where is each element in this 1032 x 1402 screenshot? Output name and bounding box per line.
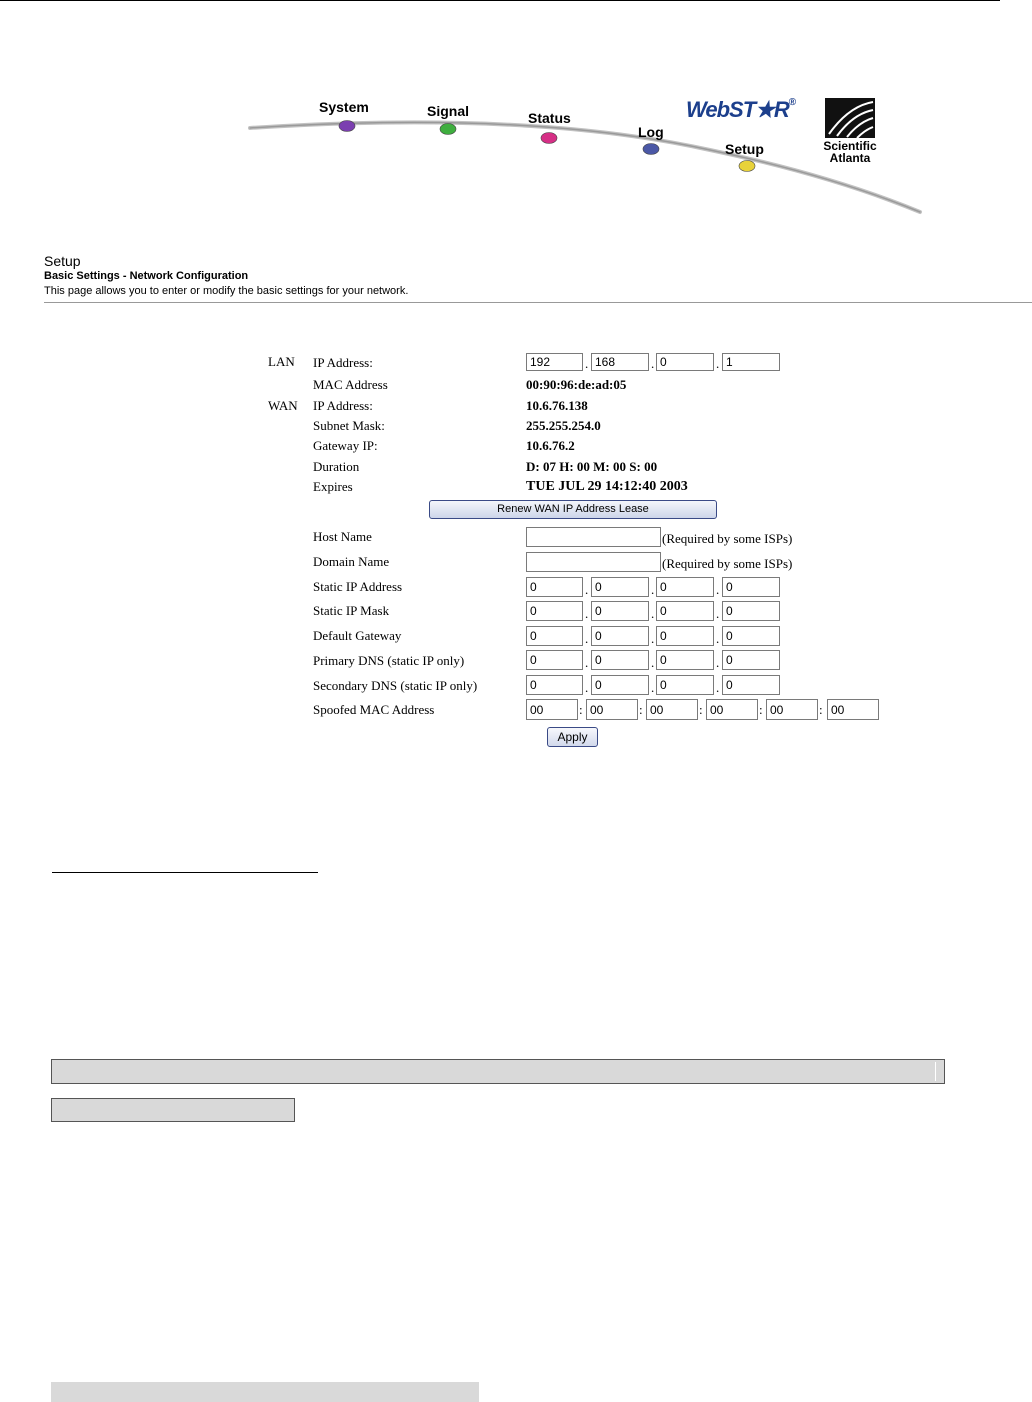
lan-ip-octet-2[interactable]	[591, 353, 649, 371]
page-subtitle: Basic Settings - Network Configuration	[44, 270, 249, 282]
mac-separator: :	[699, 702, 703, 717]
lan-ip-octet-1[interactable]	[526, 353, 583, 371]
mac-separator: :	[639, 702, 643, 717]
lan-mac-label: MAC Address	[313, 377, 388, 392]
wan-section-label: WAN	[268, 398, 298, 413]
nav-system-dot[interactable]	[339, 121, 355, 132]
default-gateway-octet-2[interactable]	[591, 626, 649, 646]
ip-separator: .	[716, 356, 720, 371]
ip-separator: .	[585, 631, 589, 646]
ip-separator: .	[585, 606, 589, 621]
ip-separator: .	[716, 680, 720, 695]
nav-setup-dot[interactable]	[739, 161, 755, 172]
primary-dns-octet-2[interactable]	[591, 650, 649, 670]
lan-ip-octet-3[interactable]	[656, 353, 714, 371]
wan-ip-label: IP Address:	[313, 398, 373, 413]
static-ip-octet-1[interactable]	[526, 577, 583, 597]
ip-separator: .	[716, 582, 720, 597]
gray-footer-strip	[51, 1382, 479, 1402]
nav-log-label[interactable]: Log	[638, 124, 664, 140]
nav-dots	[0, 0, 1032, 200]
spoofed-mac-byte-6[interactable]	[827, 699, 879, 720]
wan-ip-value: 10.6.76.138	[526, 398, 588, 413]
gray-highlight-box	[51, 1098, 295, 1122]
static-mask-octet-1[interactable]	[526, 601, 583, 621]
default-gateway-octet-4[interactable]	[722, 626, 780, 646]
nav-signal-dot[interactable]	[440, 124, 456, 135]
header-divider	[44, 302, 1032, 303]
page-description: This page allows you to enter or modify the basic settings for your network.	[44, 285, 409, 297]
gray-highlight-bar	[51, 1059, 945, 1084]
static-ip-octet-3[interactable]	[656, 577, 714, 597]
host-name-required-note: (Required by some ISPs)	[662, 531, 793, 546]
spoofed-mac-byte-4[interactable]	[706, 699, 758, 720]
spoofed-mac-label: Spoofed MAC Address	[313, 702, 435, 717]
ip-separator: .	[716, 655, 720, 670]
renew-wan-lease-button[interactable]: Renew WAN IP Address Lease	[429, 500, 717, 519]
static-mask-octet-4[interactable]	[722, 601, 780, 621]
ip-separator: .	[651, 582, 655, 597]
mac-separator: :	[579, 702, 583, 717]
secondary-dns-octet-3[interactable]	[656, 675, 714, 695]
host-name-label: Host Name	[313, 529, 372, 544]
secondary-dns-label: Secondary DNS (static IP only)	[313, 678, 478, 693]
lan-section-label: LAN	[268, 354, 295, 369]
static-mask-octet-2[interactable]	[591, 601, 649, 621]
lan-ip-octet-4[interactable]	[722, 353, 780, 371]
primary-dns-octet-1[interactable]	[526, 650, 583, 670]
underline-rule	[52, 872, 318, 873]
lan-mac-value: 00:90:96:de:ad:05	[526, 377, 627, 392]
nav-log-dot[interactable]	[643, 144, 659, 155]
domain-name-required-note: (Required by some ISPs)	[662, 556, 793, 571]
page-title: Setup	[44, 253, 81, 269]
secondary-dns-octet-1[interactable]	[526, 675, 583, 695]
nav-signal-label[interactable]: Signal	[427, 103, 470, 119]
wan-gateway-value: 10.6.76.2	[526, 438, 575, 453]
scientific-atlanta-logo	[825, 98, 877, 140]
secondary-dns-octet-4[interactable]	[722, 675, 780, 695]
wan-subnet-label: Subnet Mask:	[313, 418, 385, 433]
wan-expires-label: Expires	[313, 479, 353, 494]
nav-status-dot[interactable]	[541, 133, 557, 144]
secondary-dns-octet-2[interactable]	[591, 675, 649, 695]
spoofed-mac-byte-5[interactable]	[766, 699, 818, 720]
wan-gateway-label: Gateway IP:	[313, 438, 378, 453]
company-line2: Atlanta	[829, 151, 871, 165]
static-ip-octet-4[interactable]	[722, 577, 780, 597]
primary-dns-octet-4[interactable]	[722, 650, 780, 670]
apply-button[interactable]: Apply	[547, 727, 598, 747]
default-gateway-octet-1[interactable]	[526, 626, 583, 646]
mac-separator: :	[819, 702, 823, 717]
spoofed-mac-byte-3[interactable]	[646, 699, 698, 720]
domain-name-label: Domain Name	[313, 554, 390, 569]
ip-separator: .	[651, 631, 655, 646]
static-ip-octet-2[interactable]	[591, 577, 649, 597]
primary-dns-label: Primary DNS (static IP only)	[313, 653, 465, 668]
nav-system-label[interactable]: System	[319, 99, 369, 115]
static-mask-label: Static IP Mask	[313, 603, 390, 618]
domain-name-input[interactable]	[526, 552, 661, 572]
static-mask-octet-3[interactable]	[656, 601, 714, 621]
spoofed-mac-byte-1[interactable]	[526, 699, 578, 720]
webstar-logo-text: WebST★R	[686, 97, 789, 122]
wan-subnet-value: 255.255.254.0	[526, 418, 601, 433]
bar-divider	[935, 1062, 936, 1081]
scientific-atlanta-text	[815, 140, 885, 164]
host-name-input[interactable]	[526, 527, 661, 547]
ip-separator: .	[651, 356, 655, 371]
ip-separator: .	[585, 680, 589, 695]
wan-duration-value: D: 07 H: 00 M: 00 S: 00	[526, 459, 658, 474]
nav-setup-label[interactable]: Setup	[725, 141, 764, 157]
mac-separator: :	[759, 702, 763, 717]
default-gateway-label: Default Gateway	[313, 628, 402, 643]
primary-dns-octet-3[interactable]	[656, 650, 714, 670]
default-gateway-octet-3[interactable]	[656, 626, 714, 646]
ip-separator: .	[716, 631, 720, 646]
ip-separator: .	[651, 680, 655, 695]
lan-ip-label: IP Address:	[313, 355, 373, 370]
ip-separator: .	[585, 356, 589, 371]
nav-status-label[interactable]: Status	[528, 110, 571, 126]
company-line1: Scientific	[823, 139, 877, 153]
webstar-logo	[686, 97, 795, 123]
wan-duration-label: Duration	[313, 459, 360, 474]
ip-separator: .	[651, 655, 655, 670]
spoofed-mac-byte-2[interactable]	[586, 699, 638, 720]
ip-separator: .	[716, 606, 720, 621]
wan-expires-value: TUE JUL 29 14:12:40 2003	[526, 479, 688, 494]
webstar-logo-reg: ®	[788, 97, 796, 108]
ip-separator: .	[651, 606, 655, 621]
ip-separator: .	[585, 655, 589, 670]
ip-separator: .	[585, 582, 589, 597]
static-ip-label: Static IP Address	[313, 579, 403, 594]
